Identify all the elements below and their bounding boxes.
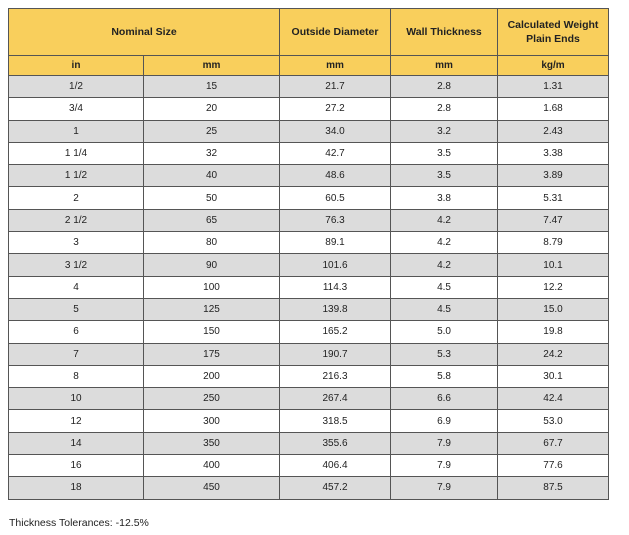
cell-mm: 25: [144, 120, 280, 142]
table-row: [9, 455, 609, 477]
cell-mm: 400: [144, 455, 280, 477]
cell-wall: 2.8: [391, 98, 498, 120]
cell-in: 7: [9, 343, 144, 365]
cell-in: 1: [9, 120, 144, 142]
cell-weight: 3.38: [498, 142, 609, 164]
cell-in: 6: [9, 321, 144, 343]
cell-od: 355.6: [280, 432, 391, 454]
cell-wall: 7.9: [391, 432, 498, 454]
cell-mm: 350: [144, 432, 280, 454]
cell-wall: 4.2: [391, 254, 498, 276]
cell-wall: 5.3: [391, 343, 498, 365]
cell-weight: 42.4: [498, 388, 609, 410]
cell-wall: 3.5: [391, 165, 498, 187]
table-body: [9, 76, 609, 500]
table-row: [9, 432, 609, 454]
cell-od: 190.7: [280, 343, 391, 365]
cell-od: 165.2: [280, 321, 391, 343]
cell-weight: 15.0: [498, 298, 609, 320]
cell-mm: 20: [144, 98, 280, 120]
cell-in: 5: [9, 298, 144, 320]
table-row: [9, 209, 609, 231]
cell-in: 3/4: [9, 98, 144, 120]
cell-weight: 8.79: [498, 232, 609, 254]
cell-weight: 3.89: [498, 165, 609, 187]
cell-in: 3 1/2: [9, 254, 144, 276]
cell-mm: 125: [144, 298, 280, 320]
cell-weight: 53.0: [498, 410, 609, 432]
cell-in: 10: [9, 388, 144, 410]
unit-in: in: [9, 56, 144, 76]
table-row: [9, 276, 609, 298]
cell-in: 2 1/2: [9, 209, 144, 231]
header-nominal-size: Nominal Size: [9, 9, 280, 56]
table-row: [9, 120, 609, 142]
unit-mm-od: mm: [280, 56, 391, 76]
cell-wall: 7.9: [391, 455, 498, 477]
cell-od: 76.3: [280, 209, 391, 231]
cell-mm: 80: [144, 232, 280, 254]
cell-od: 21.7: [280, 76, 391, 98]
table-row: [9, 142, 609, 164]
cell-weight: 5.31: [498, 187, 609, 209]
cell-wall: 4.5: [391, 276, 498, 298]
cell-in: 3: [9, 232, 144, 254]
cell-wall: 3.2: [391, 120, 498, 142]
cell-in: 1 1/4: [9, 142, 144, 164]
table-row: [9, 365, 609, 387]
cell-weight: 77.6: [498, 455, 609, 477]
cell-weight: 7.47: [498, 209, 609, 231]
cell-mm: 100: [144, 276, 280, 298]
cell-od: 48.6: [280, 165, 391, 187]
header-weight-line2: Plain Ends: [526, 33, 580, 45]
cell-weight: 19.8: [498, 321, 609, 343]
cell-wall: 4.5: [391, 298, 498, 320]
table-row: [9, 477, 609, 499]
cell-in: 12: [9, 410, 144, 432]
cell-in: 14: [9, 432, 144, 454]
cell-weight: 24.2: [498, 343, 609, 365]
table-row: [9, 298, 609, 320]
cell-od: 89.1: [280, 232, 391, 254]
unit-mm-wall: mm: [391, 56, 498, 76]
cell-mm: 200: [144, 365, 280, 387]
cell-od: 216.3: [280, 365, 391, 387]
cell-mm: 65: [144, 209, 280, 231]
cell-mm: 150: [144, 321, 280, 343]
cell-wall: 3.8: [391, 187, 498, 209]
table-row: [9, 76, 609, 98]
cell-od: 318.5: [280, 410, 391, 432]
header-weight-line1: Calculated Weight: [507, 19, 599, 31]
cell-mm: 175: [144, 343, 280, 365]
cell-wall: 7.9: [391, 477, 498, 499]
header-calculated-weight: [498, 9, 609, 56]
unit-mm-nominal: mm: [144, 56, 280, 76]
cell-weight: 87.5: [498, 477, 609, 499]
cell-wall: 5.8: [391, 365, 498, 387]
unit-weight: kg/m: [498, 56, 609, 76]
cell-in: 1 1/2: [9, 165, 144, 187]
table-row: [9, 321, 609, 343]
cell-od: 34.0: [280, 120, 391, 142]
table-row: [9, 165, 609, 187]
table-row: [9, 410, 609, 432]
header-wall-thickness: Wall Thickness: [391, 9, 498, 56]
cell-wall: 5.0: [391, 321, 498, 343]
cell-mm: 90: [144, 254, 280, 276]
thickness-tolerance-note: Thickness Tolerances: -12.5%: [9, 517, 149, 529]
units-row: [9, 56, 609, 76]
cell-mm: 450: [144, 477, 280, 499]
cell-in: 18: [9, 477, 144, 499]
cell-mm: 32: [144, 142, 280, 164]
table-row: [9, 232, 609, 254]
cell-od: 42.7: [280, 142, 391, 164]
cell-weight: 67.7: [498, 432, 609, 454]
table-row: [9, 254, 609, 276]
cell-in: 4: [9, 276, 144, 298]
cell-weight: 30.1: [498, 365, 609, 387]
cell-od: 139.8: [280, 298, 391, 320]
cell-in: 2: [9, 187, 144, 209]
pipe-spec-table-container: [8, 8, 609, 500]
cell-weight: 1.68: [498, 98, 609, 120]
cell-od: 114.3: [280, 276, 391, 298]
cell-in: 1/2: [9, 76, 144, 98]
cell-mm: 250: [144, 388, 280, 410]
table-row: [9, 187, 609, 209]
cell-od: 101.6: [280, 254, 391, 276]
cell-in: 8: [9, 365, 144, 387]
table-row: [9, 98, 609, 120]
cell-wall: 2.8: [391, 76, 498, 98]
cell-od: 406.4: [280, 455, 391, 477]
cell-mm: 50: [144, 187, 280, 209]
cell-weight: 1.31: [498, 76, 609, 98]
cell-wall: 6.9: [391, 410, 498, 432]
cell-od: 267.4: [280, 388, 391, 410]
cell-od: 457.2: [280, 477, 391, 499]
cell-mm: 300: [144, 410, 280, 432]
cell-weight: 12.2: [498, 276, 609, 298]
header-outside-diameter: Outside Diameter: [280, 9, 391, 56]
cell-weight: 2.43: [498, 120, 609, 142]
cell-wall: 4.2: [391, 232, 498, 254]
cell-weight: 10.1: [498, 254, 609, 276]
cell-wall: 6.6: [391, 388, 498, 410]
cell-mm: 15: [144, 76, 280, 98]
pipe-spec-table: [8, 8, 609, 500]
header-row: [9, 9, 609, 56]
table-row: [9, 343, 609, 365]
table-row: [9, 388, 609, 410]
cell-wall: 3.5: [391, 142, 498, 164]
cell-od: 60.5: [280, 187, 391, 209]
cell-od: 27.2: [280, 98, 391, 120]
cell-wall: 4.2: [391, 209, 498, 231]
cell-in: 16: [9, 455, 144, 477]
cell-mm: 40: [144, 165, 280, 187]
